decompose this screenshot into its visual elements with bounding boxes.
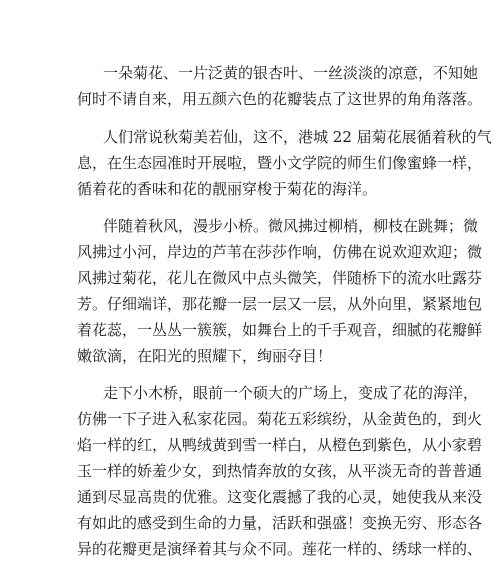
text-line: 风拂过小河，岸边的芦苇在莎莎作响，仿佛在说欢迎欢迎；微	[77, 243, 483, 261]
text-line: 芳。仔细端详，那花瓣一层一层又一层，从外向里，紧紧地包	[77, 295, 483, 313]
paragraph-1	[77, 60, 483, 112]
text-line: 走下小木桥，眼前一个硕大的广场上，变成了花的海洋，	[103, 384, 479, 402]
text-line: 着花蕊，一丛丛一簇簇，如舞台上的千手观音，细腻的花瓣鲜	[77, 321, 483, 339]
text-line: 一朵菊花、一片泛黄的银杏叶、一丝淡淡的凉意，不知她	[103, 64, 479, 82]
text-line: 循着花的香味和花的靓丽穿梭于菊花的海洋。	[77, 180, 378, 198]
paragraph-4	[77, 380, 483, 562]
paragraph-3	[77, 213, 483, 369]
text-line: 息，在生态园准时开展啦，暨小文学院的师生们像蜜蜂一样，	[77, 154, 483, 172]
text-line: 何时不请自来，用五颜六色的花瓣装点了这世界的角角落落。	[77, 90, 483, 108]
text-line: 嫩欲滴，在阳光的照耀下，绚丽夺目！	[77, 347, 333, 365]
text-line: 玉一样的娇羞少女，到热情奔放的女孩，从平淡无奇的普普通	[77, 462, 483, 480]
text-line: 仿佛一下子进入私家花园。菊花五彩缤纷，从金黄色的，到火	[77, 410, 483, 428]
text-line: 焰一样的红，从鸭绒黄到雪一样白，从橙色到紫色，从小家碧	[77, 436, 483, 454]
text-line: 有如此的感受到生命的力量，活跃和强盛！变换无穷、形态各	[77, 514, 483, 532]
text-line: 异的花瓣更是演绎着其与众不同。莲花一样的、绣球一样的、	[77, 540, 483, 558]
text-line: 风拂过菊花，花儿在微风中点头微笑，伴随桥下的流水吐露芬	[77, 269, 483, 287]
text-line: 伴随着秋风，漫步小桥。微风拂过柳梢，柳枝在跳舞；微	[103, 217, 479, 235]
paragraph-2	[77, 124, 492, 202]
text-line: 通到尽显高贵的优雅。这变化震撼了我的心灵，她使我从来没	[77, 488, 483, 506]
text-line: 人们常说秋菊美若仙，这不，港城 22 届菊花展循着秋的气	[103, 128, 492, 146]
